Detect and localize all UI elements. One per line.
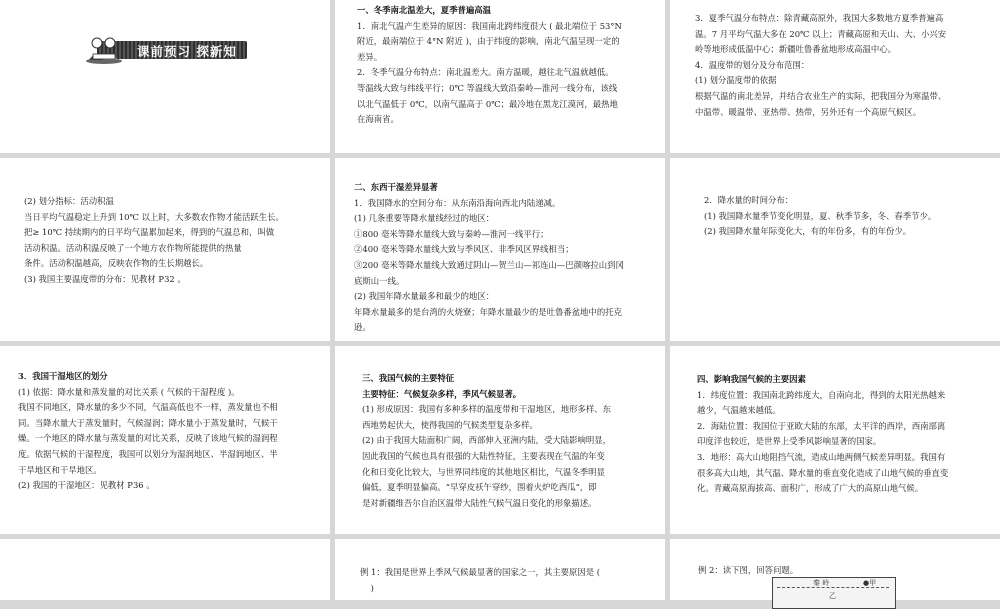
text-line: 底斯山一线。 (354, 275, 405, 286)
heading: 一、冬季南北温差大，夏季普遍高温 (357, 5, 491, 15)
text-line: (1) 几条重要等降水量线经过的地区： (354, 213, 495, 224)
text-line: 条件。活动积温越高，反映农作物的生长期越长。 (24, 258, 209, 269)
text-line: 根据气温的南北差异，并结合农业生产的实际，把我国分为寒温带、 (695, 90, 947, 101)
text-line: 化。青藏高原海拔高、面积广，形成了广大的高原山地气候。 (697, 483, 924, 494)
section-banner (85, 32, 250, 64)
slide-2-text (357, 3, 657, 128)
text-line: (3) 我国主要温度带的分布：见教材 P32 。 (24, 273, 186, 284)
text-line: 我国不同地区，降水量的多少不同，气温高低也不一样，蒸发量也不相 (18, 402, 278, 413)
text-line: (1) 划分温度带的依据 (695, 75, 777, 86)
text-line: 温。7 月平均气温大多在 20℃ 以上；青藏高原和天山、大、小兴安 (695, 28, 947, 39)
slide-6 (670, 158, 1000, 341)
slide-10 (0, 539, 330, 600)
text-line: (1) 依据：降水量和蒸发量的对比关系 ( 气候的干湿程度 )。 (18, 386, 240, 397)
text-line: 西地势起伏大，使得我国的气候类型复杂多样。 (362, 419, 538, 430)
text-line: 例 2：读下图，回答问题。 (698, 565, 799, 575)
text-line: 偏低，夏季明显偏高。“早穿皮袄午穿纱，围着火炉吃西瓜”，即 (362, 482, 597, 493)
text-line: 3．夏季气温分布特点：除青藏高原外，我国大多数地方夏季普遍高 (695, 13, 944, 23)
text-line: 例 1：我国是世界上季风气候最显著的国家之一，其主要原因是 ( (360, 567, 601, 577)
text-line: 很多高大山地，其气温、降水量的垂直变化造成了山地气候的垂直变 (697, 467, 949, 478)
heading: 二、东西干湿差异显著 (354, 182, 438, 192)
slide-5 (335, 158, 665, 341)
text-line: 印度洋也较近，是世界上受季风影响显著的国家。 (697, 436, 882, 447)
text-line: 2．降水量的时间分布： (704, 195, 794, 205)
slide-4 (0, 158, 330, 341)
map-label: 秦 岭 (813, 579, 830, 587)
text-line: ①800 毫米等降水量线大致与秦岭—淮河一线平行； (354, 228, 549, 239)
text-line: 年降水量最多的是台湾的火烧寮；年降水量最少的是吐鲁番盆地中的托克 (354, 306, 622, 317)
text-line: 把≥ 10℃ 持续期内的日平均气温累加起来，得到的气温总和，叫做 (24, 227, 275, 238)
text-line: (2) 由于我国大陆面积广阔，西部伸入亚洲内陆，受大陆影响明显， (362, 435, 612, 446)
heading: 3．我国干湿地区的划分 (18, 371, 108, 381)
text-line: (2) 划分指标：活动积温 (24, 196, 114, 206)
slide-11-text (360, 565, 660, 596)
slide-2 (335, 0, 665, 153)
text-line: 中温带、暖温带、亚热带、热带，另外还有一个高原气候区。 (695, 106, 922, 117)
map-label: ●甲 (863, 579, 877, 587)
text-line: 3．地形：高大山地阻挡气流，造成山地两侧气候差异明显。我国有 (697, 451, 946, 462)
heading: 四、影响我国气候的主要因素 (697, 374, 806, 384)
text-line: 干旱地区和干旱地区。 (18, 464, 102, 475)
text-line: 化和日变化比较大，与世界同纬度的其他地区相比，气温冬季明显 (362, 466, 605, 477)
text-line: 等温线大致与纬线平行；0℃ 等温线大致沿秦岭—淮河一线分布，该线 (357, 82, 618, 93)
text-line: 2．海陆位置：我国位于亚欧大陆的东部，太平洋的西岸，西南部离 (697, 420, 946, 431)
text-line: (2) 我国降水量年际变化大，有的年份多，有的年份少。 (704, 226, 912, 237)
students-icon (85, 34, 123, 64)
subheading: 主要特征：气候复杂多样，季风气候显著。 (362, 388, 522, 399)
text-line: 度。依据气候的干湿程度，我国可以划分为湿润地区、半湿润地区、半 (18, 448, 278, 459)
banner-label: 课前预习 探新知 (137, 44, 237, 59)
text-line: 因此我国的气候也具有很强的大陆性特征，主要表现在气温的年变 (362, 450, 605, 461)
slide-8 (335, 346, 665, 534)
text-line: (1) 我国降水量季节变化明显，夏、秋季节多，冬、春季节少。 (704, 210, 937, 221)
slide-6-text (704, 193, 994, 240)
text-line: ③200 毫米等降水量线大致通过阴山—贺兰山—祁连山—巴颜喀拉山到冈 (354, 259, 624, 270)
text-line: 活动积温。活动积温反映了一个地方农作物所能提供的热量 (24, 242, 242, 253)
text-line: 逊。 (354, 322, 371, 333)
slide-7-text (18, 369, 326, 494)
text-line: 在海南省。 (357, 114, 399, 125)
slide-7 (0, 346, 330, 534)
slide-8-text (362, 371, 662, 511)
heading: 三、我国气候的主要特征 (362, 373, 455, 383)
text-line: (2) 我国年降水量最多和最少的地区： (354, 291, 495, 302)
text-line: ) (360, 582, 374, 593)
text-line: 岭等地形成低温中心；新疆吐鲁番盆地形成高温中心。 (695, 44, 896, 55)
slide-9 (670, 346, 1000, 534)
text-line: 4．温度带的划分及分布范围： (695, 59, 810, 70)
text-line: 同。当降水量大于蒸发量时，气候湿润；降水量小于蒸发量时，气候干 (18, 417, 278, 428)
text-line: (1) 形成原因：我国有多种多样的温度带和干湿地区，地形多样、东 (362, 404, 612, 415)
text-line: 附近，最南端位于 4°N 附近 )，由于纬度的影响，南北气温呈现一定的 (357, 36, 620, 47)
text-line: 1．我国降水的空间分布：从东南沿海向西北内陆递减。 (354, 197, 561, 208)
slide-4-text (24, 194, 324, 288)
text-line: 越少，气温越来越低。 (697, 405, 781, 416)
slide-9-text (697, 372, 997, 497)
map-label: 乙 (829, 592, 836, 600)
slide-3-text (695, 11, 995, 120)
text-line: 差异。 (357, 51, 383, 62)
slide-cover (0, 0, 330, 153)
text-line: ②400 毫米等降水量线大致与季风区、非季风区界线相当； (354, 244, 574, 255)
text-line: 1．纬度位置：我国南北跨纬度大，自南向北，得到的太阳光热越来 (697, 389, 946, 400)
slide-5-text (354, 180, 659, 336)
map-figure (772, 577, 896, 609)
text-line: 2．冬季气温分布特点：南北温差大。南方温暖，越往北气温就越低。 (357, 67, 614, 78)
text-line: 以北气温低于 0℃，以南气温高于 0℃；最冷地在黑龙江漠河，最热地 (357, 98, 618, 109)
text-line: (2) 我国的干湿地区：见教材 P36 。 (18, 480, 155, 491)
slide-3 (670, 0, 1000, 153)
text-line: 当日平均气温稳定上升到 10℃ 以上时，大多数农作物才能活跃生长。 (24, 211, 284, 222)
text-line: 1．南北气温产生差异的原因：我国南北跨纬度很大 ( 最北端位于 53°N (357, 20, 622, 31)
slide-11 (335, 539, 665, 600)
text-line: 是对新疆维吾尔自治区温带大陆性气候气温日变化的形象描述。 (362, 497, 597, 508)
text-line: 燥。一个地区的降水量与蒸发量的对比关系，反映了该地气候的湿润程 (18, 433, 278, 444)
